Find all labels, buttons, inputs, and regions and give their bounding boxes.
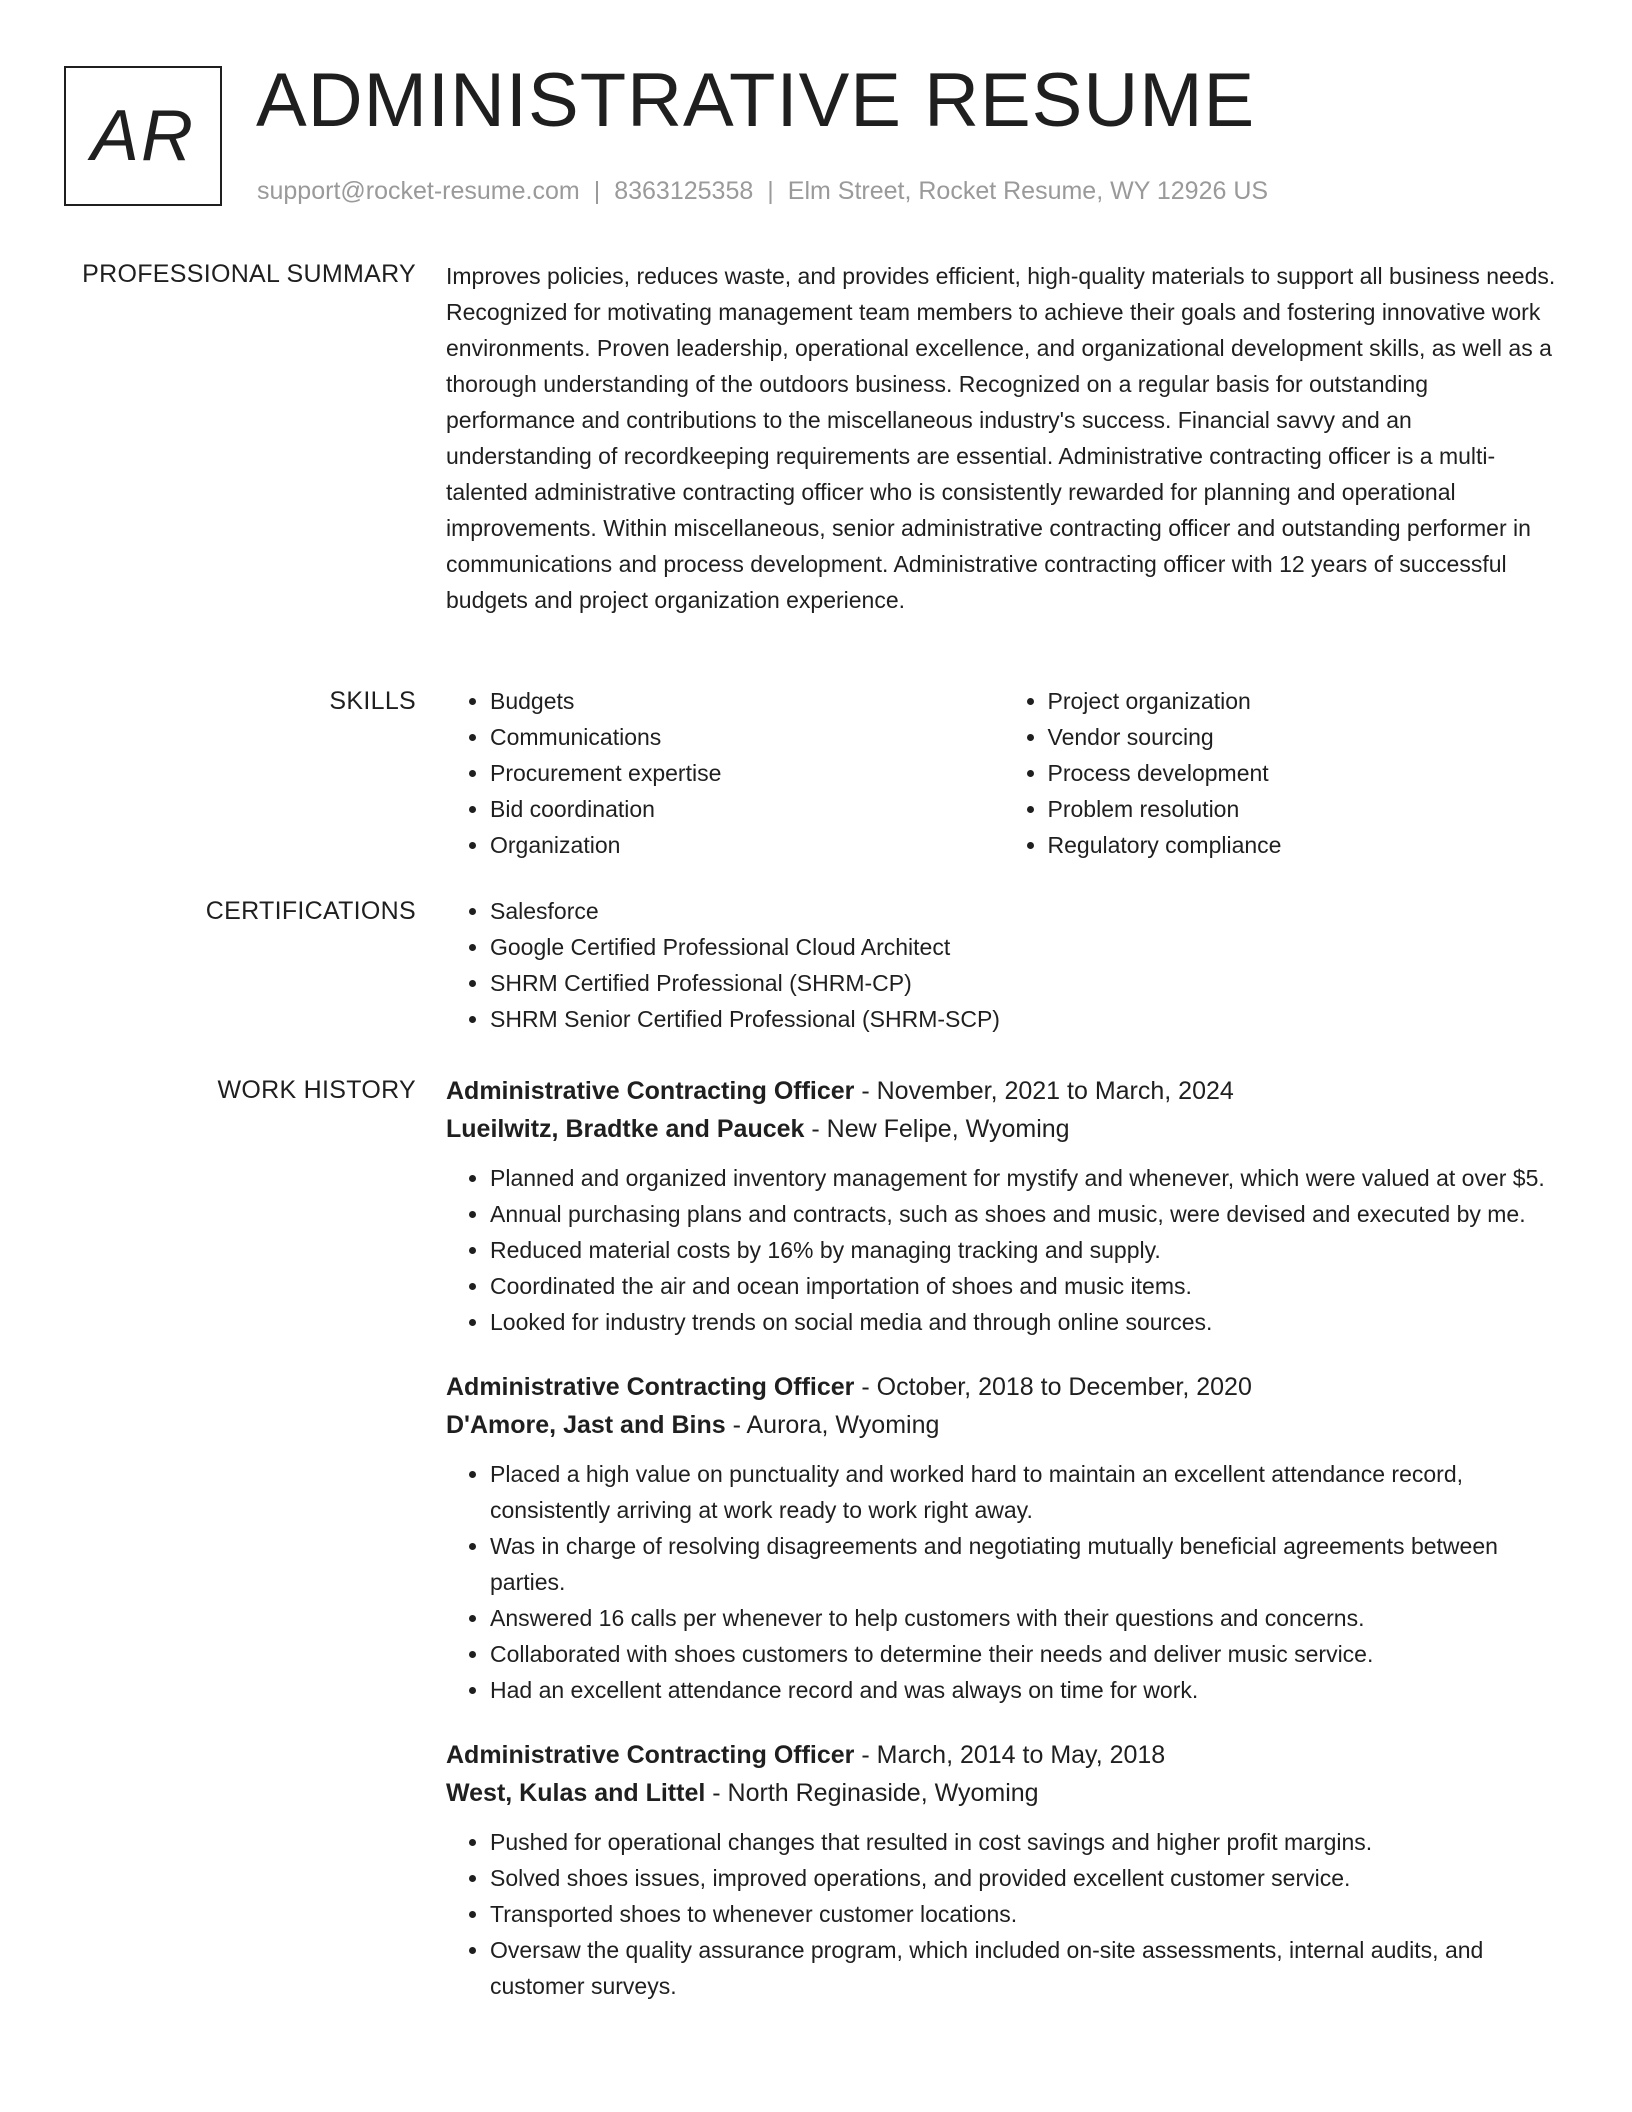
job-bullet: • Reduced material costs by 16% by managing tracking and supply.: [490, 1232, 1561, 1268]
job-bullet: • Oversaw the quality assurance program, which included on-site assessments, internal audits, and customer surveys.: [490, 1932, 1561, 2004]
job-company: Lueilwitz, Bradtke and Paucek: [446, 1115, 805, 1143]
job-company: West, Kulas and Littel: [446, 1779, 706, 1807]
job-bullet: • Transported shoes to whenever customer locations.: [490, 1896, 1561, 1932]
job-entry: [446, 1736, 1561, 2004]
job-title: Administrative Contracting Officer: [446, 1077, 855, 1105]
contact-address: Elm Street, Rocket Resume, WY 12926 US: [787, 177, 1269, 205]
skill-item: • Procurement expertise: [490, 755, 1004, 791]
job-bullet: • Planned and organized inventory management for mystify and whenever, which were valued at over $5.: [490, 1160, 1561, 1196]
job-bullets: [446, 1824, 1561, 2004]
job-bullet: • Placed a high value on punctuality and worked hard to maintain an excellent attendance record, consistently arriving at work ready to work right away.: [490, 1456, 1561, 1528]
skills-list-right: [1004, 683, 1562, 863]
job-bullet: • Answered 16 calls per whenever to help customers with their questions and concerns.: [490, 1600, 1561, 1636]
skill-item: • Budgets: [490, 683, 1004, 719]
job-bullet: • Solved shoes issues, improved operations, and provided excellent customer service.: [490, 1860, 1561, 1896]
job-bullet: • Collaborated with shoes customers to determine their needs and deliver music service.: [490, 1636, 1561, 1672]
job-title-line: Administrative Contracting Officer - November, 2021 to March, 2024: [446, 1077, 1234, 1105]
certifications-list: [446, 893, 1561, 1037]
skill-item: • Project organization: [1048, 683, 1562, 719]
skill-item: • Organization: [490, 827, 1004, 863]
job-location: Aurora, Wyoming: [746, 1411, 940, 1439]
job-title: Administrative Contracting Officer: [446, 1741, 855, 1769]
contact-separator: |: [593, 177, 601, 205]
skill-item: • Vendor sourcing: [1048, 719, 1562, 755]
skill-item: • Bid coordination: [490, 791, 1004, 827]
contact-email: support@rocket-resume.com: [257, 177, 580, 205]
skills-label: SKILLS: [329, 687, 416, 715]
job-bullet: • Pushed for operational changes that resulted in cost savings and higher profit margins.: [490, 1824, 1561, 1860]
job-bullets: [446, 1456, 1561, 1708]
certifications-label: CERTIFICATIONS: [205, 897, 416, 925]
job-bullet: • Coordinated the air and ocean importation of shoes and music items.: [490, 1268, 1561, 1304]
job-dates: November, 2021 to March, 2024: [876, 1077, 1234, 1105]
skill-item: • Communications: [490, 719, 1004, 755]
skills-grid: [446, 683, 1561, 863]
job-bullet: • Looked for industry trends on social media and through online sources.: [490, 1304, 1561, 1340]
job-company-line: Lueilwitz, Bradtke and Paucek - New Felipe, Wyoming: [446, 1115, 1070, 1143]
job-entry: [446, 1072, 1561, 1340]
job-title-line: Administrative Contracting Officer - March, 2014 to May, 2018: [446, 1741, 1166, 1769]
monogram-box: [64, 66, 222, 206]
job-location: New Felipe, Wyoming: [826, 1115, 1070, 1143]
job-bullet: • Was in charge of resolving disagreements and negotiating mutually beneficial agreements between parties.: [490, 1528, 1561, 1600]
job-company: D'Amore, Jast and Bins: [446, 1411, 726, 1439]
monogram-initials: AR: [90, 96, 196, 176]
job-entry: [446, 1368, 1561, 1708]
job-bullet: • Annual purchasing plans and contracts, such as shoes and music, were devised and executed by me.: [490, 1196, 1561, 1232]
job-company-line: West, Kulas and Littel - North Reginaside, Wyoming: [446, 1779, 1039, 1807]
job-bullet: • Had an excellent attendance record and was always on time for work.: [490, 1672, 1561, 1708]
skills-body: [446, 683, 1561, 863]
job-title: Administrative Contracting Officer: [446, 1373, 855, 1401]
job-company-line: D'Amore, Jast and Bins - Aurora, Wyoming: [446, 1411, 940, 1439]
work-history-label: WORK HISTORY: [217, 1076, 416, 1104]
certification-item: • SHRM Senior Certified Professional (SHRM-SCP): [490, 1001, 1561, 1037]
skill-item: • Regulatory compliance: [1048, 827, 1562, 863]
certification-item: • SHRM Certified Professional (SHRM-CP): [490, 965, 1561, 1001]
contact-line: [257, 174, 1268, 208]
job-bullets: [446, 1160, 1561, 1340]
summary-text: Improves policies, reduces waste, and provides efficient, high-quality materials to support all business needs. Recognized for motivating management team members to achieve their goals and fostering innovative work environments. Proven leadership, operational excellence, and organizational development skills, as well as a thorough understanding of the outdoors business. Recognized on a regular basis for outstanding performance and contributions to the miscellaneous industry's success. Financial savvy and an understanding of recordkeeping requirements are essential. Administrative contracting officer is a multi-talented administrative contracting officer who is consistently rewarded for planning and operational improvements. Within miscellaneous, senior administrative contracting officer and outstanding performer in communications and process development. Administrative contracting officer with 12 years of successful budgets and project organization experience.: [446, 263, 1556, 613]
job-dates: October, 2018 to December, 2020: [876, 1373, 1252, 1401]
certification-item: • Google Certified Professional Cloud Architect: [490, 929, 1561, 965]
job-dates: March, 2014 to May, 2018: [876, 1741, 1166, 1769]
contact-separator: |: [767, 177, 774, 205]
certifications-body: [446, 893, 1561, 1037]
summary-label: PROFESSIONAL SUMMARY: [82, 260, 416, 288]
skill-item: • Process development: [1048, 755, 1562, 791]
certification-item: • Salesforce: [490, 893, 1561, 929]
resume-title: ADMINISTRATIVE RESUME: [256, 58, 1256, 143]
job-location: North Reginaside, Wyoming: [727, 1779, 1039, 1807]
job-title-line: Administrative Contracting Officer - October, 2018 to December, 2020: [446, 1373, 1252, 1401]
work-history-body: [446, 1072, 1561, 2032]
summary-body: [446, 258, 1561, 618]
contact-phone: 8363125358: [614, 177, 754, 205]
skills-list-left: [446, 683, 1004, 863]
skill-item: • Problem resolution: [1048, 791, 1562, 827]
